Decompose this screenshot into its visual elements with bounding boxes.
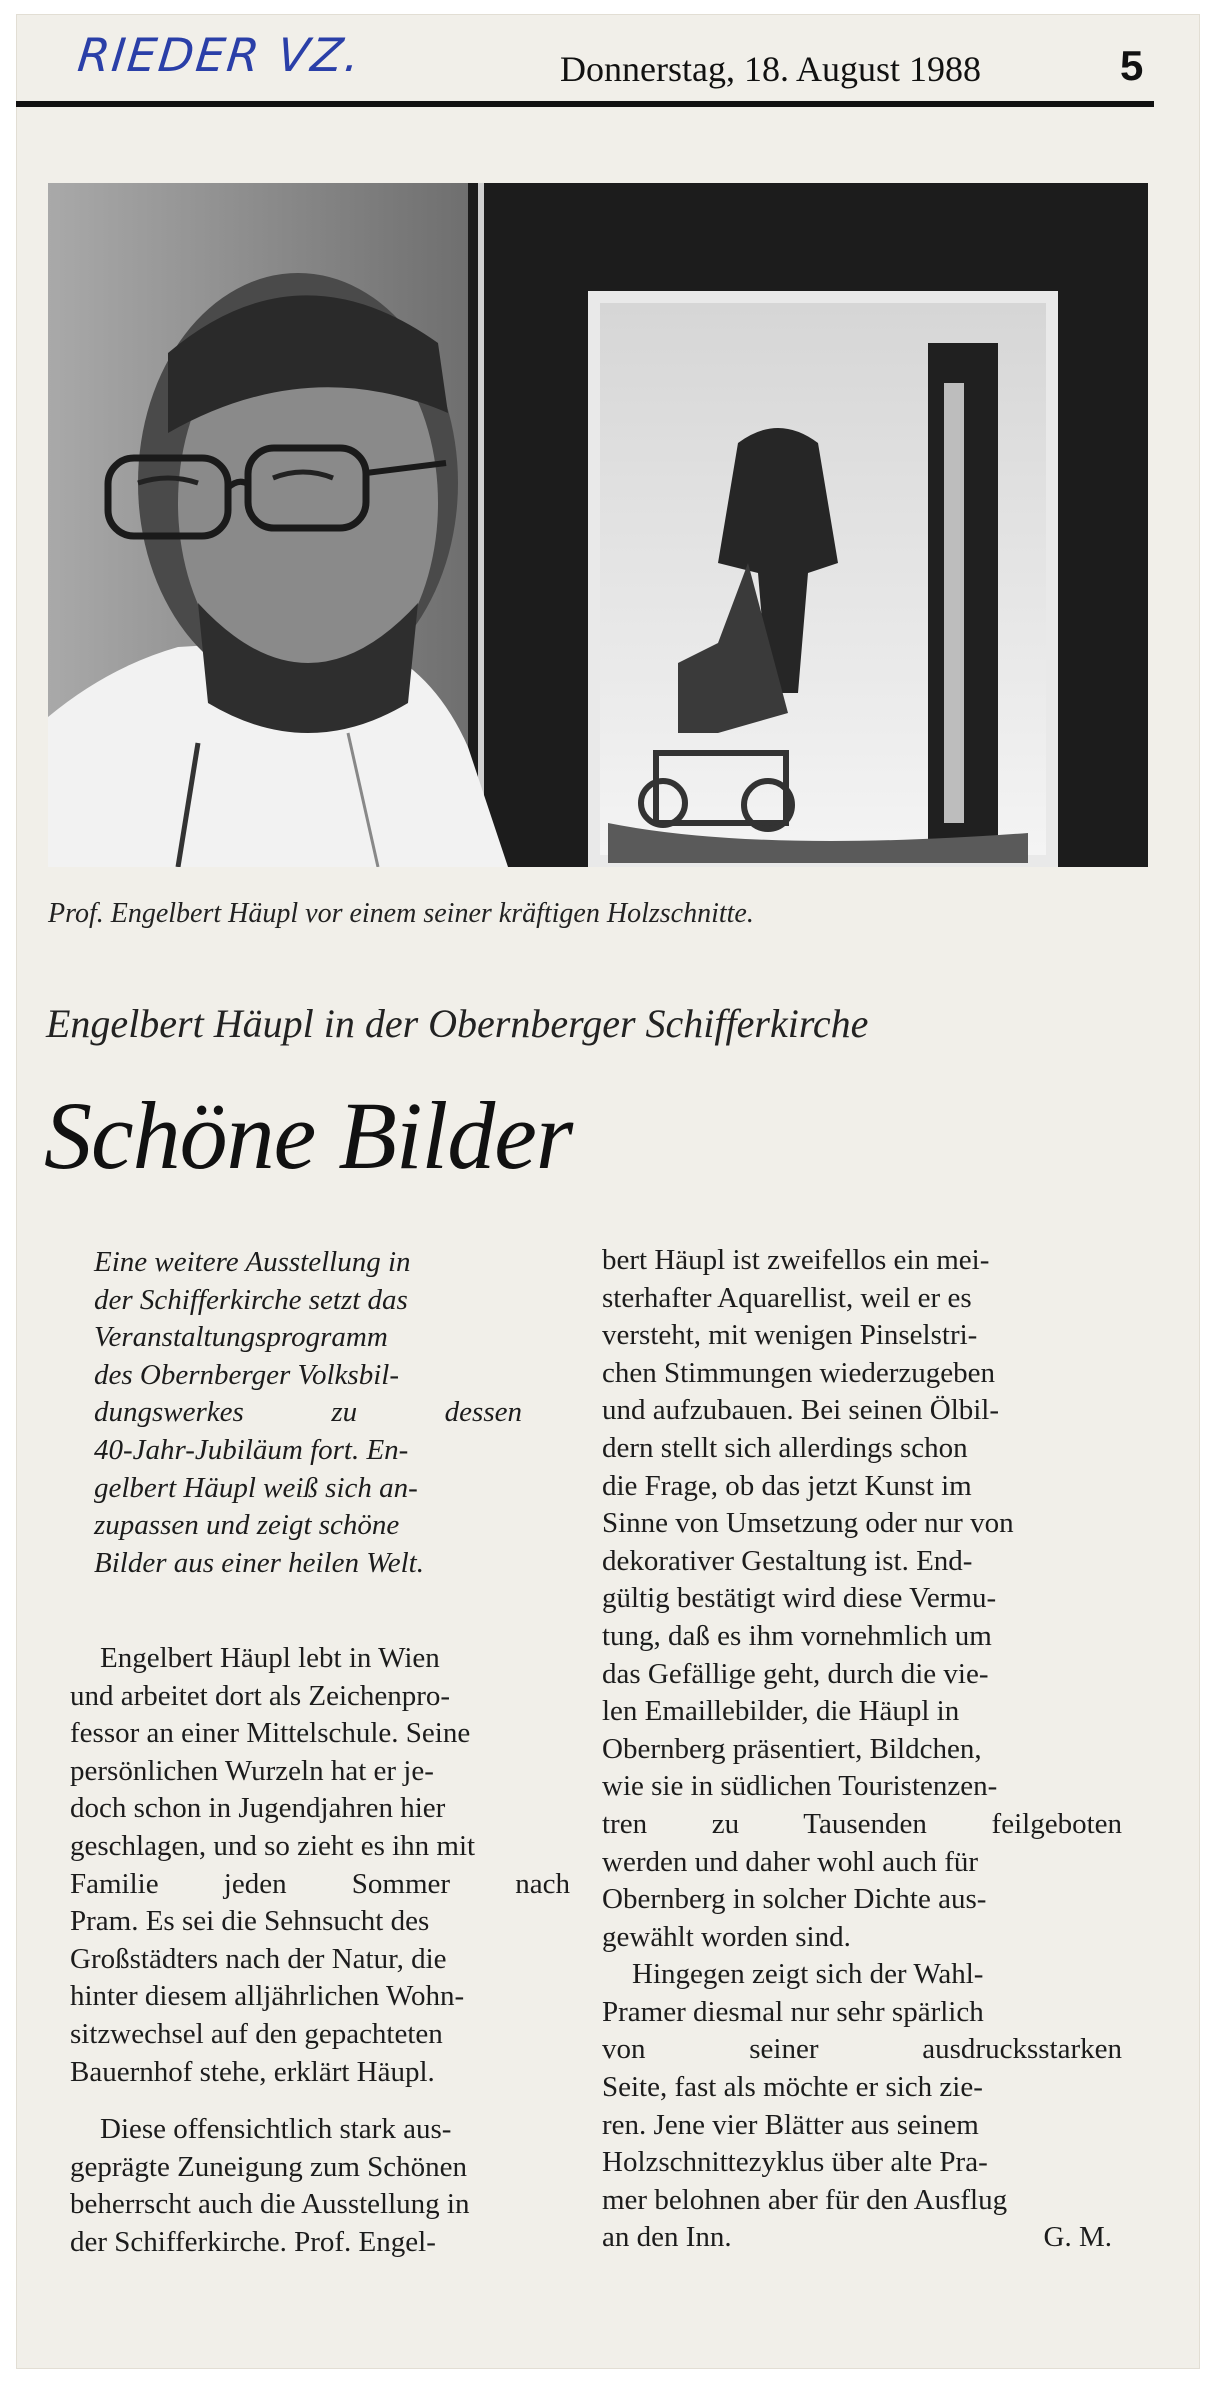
body-line: Holzschnittezyklus über alte Pra- (602, 2146, 988, 2179)
body-line: und aufzubauen. Bei seinen Ölbil- (602, 1394, 1000, 1427)
lead-line: Bilder aus einer heilen Welt. (94, 1546, 424, 1579)
body-line: tren zu Tausenden feilgeboten (602, 1807, 1122, 1840)
body-line: fessor an einer Mittelschule. Seine (70, 1717, 471, 1750)
lead-line: Veranstaltungsprogramm (94, 1321, 388, 1354)
body-line: geschlagen, und so zieht es ihn mit (70, 1829, 476, 1862)
body-line: dekorativer Gestaltung ist. End- (602, 1544, 973, 1577)
article-photo (48, 183, 1148, 867)
body-line: an den Inn. (602, 2221, 732, 2254)
body-line: hinter diesem alljährlichen Wohn- (70, 1980, 465, 2013)
body-line: das Gefällige geht, durch die vie- (602, 1657, 989, 1690)
body-line: dern stellt sich allerdings schon (602, 1431, 968, 1464)
issue-date: Donnerstag, 18. August 1988 (560, 49, 981, 89)
lead-line: zupassen und zeigt schöne (94, 1509, 400, 1542)
article-lead (94, 1244, 522, 1582)
body-line: bert Häupl ist zweifellos ein mei- (602, 1244, 990, 1276)
body-line: doch schon in Jugendjahren hier (70, 1792, 446, 1825)
body-line: Engelbert Häupl lebt in Wien (100, 1642, 440, 1674)
body-line: sitzwechsel auf den gepachteten (70, 2017, 443, 2050)
body-line: ren. Jene vier Blätter aus seinem (602, 2108, 979, 2141)
header-rule (16, 101, 1154, 107)
body-line: Pramer diesmal nur sehr spärlich (602, 1995, 984, 2028)
body-line: der Schifferkirche. Prof. Engel- (70, 2225, 436, 2258)
lead-line: 40-Jahr-Jubiläum fort. En- (94, 1433, 409, 1466)
photo-caption: Prof. Engelbert Häupl vor einem seiner kräftigen Holzschnitte. (48, 898, 754, 929)
body-line: gültig bestätigt wird diese Vermu- (602, 1582, 997, 1615)
body-line: Großstädters nach der Natur, die (70, 1942, 447, 1975)
photo-illustration (48, 183, 1148, 867)
body-line: die Frage, ob das jetzt Kunst im (602, 1469, 972, 1502)
body-line: beherrscht auch die Ausstellung in (70, 2188, 470, 2221)
article-kicker: Engelbert Häupl in der Obernberger Schifferkirche (46, 1001, 869, 1046)
body-line: versteht, mit wenigen Pinselstri- (602, 1319, 978, 1352)
author-signature: G. M. (1043, 2221, 1112, 2254)
body-line: Diese offensichtlich stark aus- (100, 2113, 452, 2146)
body-line: gewählt worden sind. (602, 1920, 851, 1953)
lead-line: des Obernberger Volksbil- (94, 1358, 399, 1391)
body-line: werden und daher wohl auch für (602, 1845, 979, 1878)
body-line: Familie jeden Sommer nach (70, 1867, 570, 1900)
lead-line: dungswerkes zu dessen (94, 1396, 522, 1429)
article-column-1 (70, 1640, 570, 2262)
handwritten-source-note: RIEDER VZ. (75, 28, 365, 82)
body-line: Hingegen zeigt sich der Wahl- (632, 1958, 984, 1991)
body-line: mer belohnen aber für den Ausflug (602, 2183, 1008, 2216)
body-line: Obernberg in solcher Dichte aus- (602, 1883, 987, 1916)
body-line: geprägte Zuneigung zum Schönen (70, 2150, 468, 2183)
body-line: und arbeitet dort als Zeichenpro- (70, 1679, 451, 1712)
body-line: chen Stimmungen wiederzugeben (602, 1356, 995, 1389)
lead-line: Eine weitere Ausstellung in (94, 1246, 411, 1278)
page-number: 5 (1120, 42, 1144, 89)
body-line: Obernberg präsentiert, Bildchen, (602, 1732, 982, 1765)
body-line: von seiner ausdrucksstarken (602, 2033, 1122, 2066)
article-headline: Schöne Bilder (44, 1082, 573, 1189)
body-line: len Emaillebilder, die Häupl in (602, 1695, 960, 1728)
body-line: Seite, fast als möchte er sich zie- (602, 2071, 983, 2104)
body-line: tung, daß es ihm vornehmlich um (602, 1619, 992, 1652)
body-line: persönlichen Wurzeln hat er je- (70, 1754, 434, 1787)
lead-line: der Schifferkirche setzt das (94, 1283, 408, 1316)
article-column-2 (602, 1242, 1122, 2257)
lead-line: gelbert Häupl weiß sich an- (94, 1471, 418, 1504)
body-line: Pram. Es sei die Sehnsucht des (70, 1905, 430, 1938)
body-line: Sinne von Umsetzung oder nur von (602, 1507, 1014, 1540)
body-line: sterhafter Aquarellist, weil er es (602, 1281, 972, 1314)
body-line: Bauernhof stehe, erklärt Häupl. (70, 2055, 435, 2088)
body-line: wie sie in südlichen Touristenzen- (602, 1770, 998, 1803)
